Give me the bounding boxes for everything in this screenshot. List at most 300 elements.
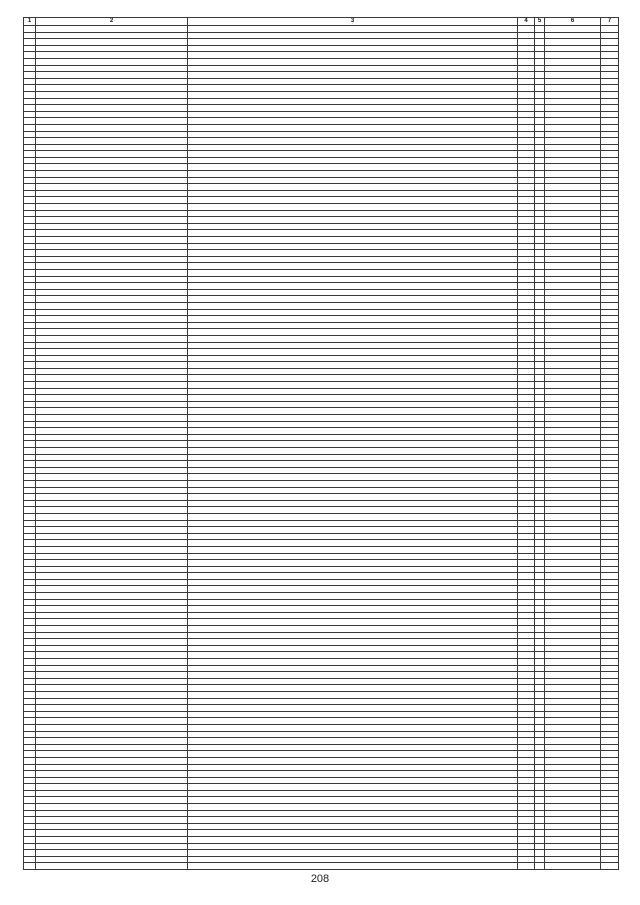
table-row: [24, 124, 619, 131]
column-7-cell: [601, 237, 619, 244]
table-row: [24, 560, 619, 567]
period-cell: [545, 599, 601, 606]
column-5-cell: [535, 513, 545, 520]
work-type-cell: [188, 744, 518, 751]
column-5-cell: [535, 738, 545, 745]
table-row: [24, 171, 619, 178]
year-built-cell: [518, 210, 535, 217]
column-5-cell: [535, 164, 545, 171]
column-header-7: 7: [601, 18, 619, 26]
period-cell: [545, 612, 601, 619]
table-row: [24, 375, 619, 382]
row-number: [24, 441, 36, 448]
address-cell: [36, 256, 188, 263]
period-cell: [545, 691, 601, 698]
address-cell: [36, 553, 188, 560]
row-number: [24, 204, 36, 211]
work-type-cell: [188, 316, 518, 323]
work-type-cell: [188, 804, 518, 811]
column-7-cell: [601, 177, 619, 184]
row-number: [24, 237, 36, 244]
period-cell: [545, 790, 601, 797]
period-cell: [545, 138, 601, 145]
year-built-cell: [518, 39, 535, 46]
column-5-cell: [535, 678, 545, 685]
period-cell: [545, 289, 601, 296]
column-7-cell: [601, 45, 619, 52]
table-row: [24, 718, 619, 725]
row-number: [24, 751, 36, 758]
column-7-cell: [601, 322, 619, 329]
table-row: [24, 593, 619, 600]
table-row: [24, 784, 619, 791]
period-cell: [545, 487, 601, 494]
column-5-cell: [535, 817, 545, 824]
column-7-cell: [601, 586, 619, 593]
table-row: [24, 342, 619, 349]
period-cell: [545, 237, 601, 244]
address-cell: [36, 322, 188, 329]
address-cell: [36, 111, 188, 118]
year-built-cell: [518, 177, 535, 184]
address-cell: [36, 98, 188, 105]
table-row: [24, 461, 619, 468]
table-row: [24, 78, 619, 85]
row-number: [24, 626, 36, 633]
column-7-cell: [601, 441, 619, 448]
column-5-cell: [535, 553, 545, 560]
column-7-cell: [601, 797, 619, 804]
column-5-cell: [535, 724, 545, 731]
period-cell: [545, 652, 601, 659]
address-cell: [36, 626, 188, 633]
address-cell: [36, 177, 188, 184]
column-5-cell: [535, 711, 545, 718]
column-7-cell: [601, 724, 619, 731]
row-number: [24, 632, 36, 639]
column-7-cell: [601, 401, 619, 408]
work-type-cell: [188, 764, 518, 771]
row-number: [24, 118, 36, 125]
period-cell: [545, 157, 601, 164]
column-7-cell: [601, 790, 619, 797]
column-5-cell: [535, 243, 545, 250]
year-built-cell: [518, 560, 535, 567]
row-number: [24, 823, 36, 830]
work-type-cell: [188, 461, 518, 468]
header-row: [24, 18, 619, 26]
column-5-cell: [535, 197, 545, 204]
period-cell: [545, 401, 601, 408]
row-number: [24, 217, 36, 224]
period-cell: [545, 105, 601, 112]
year-built-cell: [518, 171, 535, 178]
year-built-cell: [518, 302, 535, 309]
address-cell: [36, 349, 188, 356]
table-row: [24, 711, 619, 718]
year-built-cell: [518, 362, 535, 369]
row-number: [24, 830, 36, 837]
work-type-cell: [188, 230, 518, 237]
row-number: [24, 500, 36, 507]
work-type-cell: [188, 830, 518, 837]
table-row: [24, 533, 619, 540]
column-5-cell: [535, 342, 545, 349]
column-5-cell: [535, 91, 545, 98]
period-cell: [545, 632, 601, 639]
row-number: [24, 72, 36, 79]
address-cell: [36, 744, 188, 751]
year-built-cell: [518, 144, 535, 151]
column-7-cell: [601, 184, 619, 191]
column-7-cell: [601, 32, 619, 39]
column-7-cell: [601, 560, 619, 567]
row-number: [24, 421, 36, 428]
column-7-cell: [601, 388, 619, 395]
year-built-cell: [518, 223, 535, 230]
year-built-cell: [518, 467, 535, 474]
row-number: [24, 349, 36, 356]
period-cell: [545, 777, 601, 784]
year-built-cell: [518, 157, 535, 164]
work-type-cell: [188, 434, 518, 441]
address-cell: [36, 388, 188, 395]
period-cell: [545, 560, 601, 567]
address-cell: [36, 237, 188, 244]
table-row: [24, 388, 619, 395]
address-cell: [36, 26, 188, 33]
work-type-cell: [188, 329, 518, 336]
column-5-cell: [535, 118, 545, 125]
column-5-cell: [535, 32, 545, 39]
period-cell: [545, 546, 601, 553]
address-cell: [36, 685, 188, 692]
work-type-cell: [188, 157, 518, 164]
year-built-cell: [518, 599, 535, 606]
address-cell: [36, 184, 188, 191]
column-5-cell: [535, 461, 545, 468]
column-5-cell: [535, 230, 545, 237]
work-type-cell: [188, 546, 518, 553]
work-type-cell: [188, 342, 518, 349]
column-7-cell: [601, 837, 619, 844]
row-number: [24, 843, 36, 850]
year-built-cell: [518, 513, 535, 520]
column-5-cell: [535, 850, 545, 857]
year-built-cell: [518, 698, 535, 705]
address-cell: [36, 593, 188, 600]
column-7-cell: [601, 494, 619, 501]
column-header-3: 3: [188, 18, 518, 26]
column-5-cell: [535, 823, 545, 830]
table-row: [24, 302, 619, 309]
period-cell: [545, 513, 601, 520]
address-cell: [36, 105, 188, 112]
address-cell: [36, 217, 188, 224]
work-type-cell: [188, 856, 518, 863]
row-number: [24, 579, 36, 586]
address-cell: [36, 560, 188, 567]
column-5-cell: [535, 217, 545, 224]
year-built-cell: [518, 276, 535, 283]
column-7-cell: [601, 652, 619, 659]
column-5-cell: [535, 685, 545, 692]
address-cell: [36, 487, 188, 494]
period-cell: [545, 698, 601, 705]
row-number: [24, 738, 36, 745]
table-row: [24, 599, 619, 606]
column-5-cell: [535, 744, 545, 751]
period-cell: [545, 309, 601, 316]
year-built-cell: [518, 757, 535, 764]
table-row: [24, 480, 619, 487]
address-cell: [36, 665, 188, 672]
year-built-cell: [518, 256, 535, 263]
period-cell: [545, 223, 601, 230]
row-number: [24, 698, 36, 705]
year-built-cell: [518, 823, 535, 830]
year-built-cell: [518, 250, 535, 257]
column-7-cell: [601, 672, 619, 679]
column-5-cell: [535, 256, 545, 263]
column-7-cell: [601, 500, 619, 507]
column-5-cell: [535, 500, 545, 507]
column-5-cell: [535, 401, 545, 408]
address-cell: [36, 250, 188, 257]
address-cell: [36, 738, 188, 745]
column-7-cell: [601, 316, 619, 323]
column-7-cell: [601, 685, 619, 692]
year-built-cell: [518, 494, 535, 501]
table-row: [24, 573, 619, 580]
column-5-cell: [535, 434, 545, 441]
period-cell: [545, 197, 601, 204]
year-built-cell: [518, 612, 535, 619]
column-5-cell: [535, 830, 545, 837]
period-cell: [545, 408, 601, 415]
table-row: [24, 579, 619, 586]
work-type-cell: [188, 131, 518, 138]
work-type-cell: [188, 322, 518, 329]
work-type-cell: [188, 797, 518, 804]
year-built-cell: [518, 52, 535, 59]
row-number: [24, 157, 36, 164]
year-built-cell: [518, 395, 535, 402]
row-number: [24, 573, 36, 580]
address-cell: [36, 421, 188, 428]
address-cell: [36, 124, 188, 131]
column-7-cell: [601, 546, 619, 553]
table-row: [24, 382, 619, 389]
column-5-cell: [535, 210, 545, 217]
row-number: [24, 32, 36, 39]
year-built-cell: [518, 817, 535, 824]
address-cell: [36, 355, 188, 362]
column-5-cell: [535, 276, 545, 283]
work-type-cell: [188, 408, 518, 415]
period-cell: [545, 52, 601, 59]
column-7-cell: [601, 355, 619, 362]
address-cell: [36, 157, 188, 164]
row-number: [24, 639, 36, 646]
period-cell: [545, 296, 601, 303]
row-number: [24, 817, 36, 824]
address-cell: [36, 777, 188, 784]
address-cell: [36, 368, 188, 375]
work-type-cell: [188, 487, 518, 494]
row-number: [24, 513, 36, 520]
period-cell: [545, 480, 601, 487]
work-type-cell: [188, 52, 518, 59]
row-number: [24, 269, 36, 276]
column-7-cell: [601, 283, 619, 290]
row-number: [24, 184, 36, 191]
row-number: [24, 612, 36, 619]
column-7-cell: [601, 26, 619, 33]
row-number: [24, 718, 36, 725]
work-type-cell: [188, 863, 518, 870]
work-type-cell: [188, 566, 518, 573]
table-row: [24, 401, 619, 408]
column-5-cell: [535, 599, 545, 606]
year-built-cell: [518, 65, 535, 72]
year-built-cell: [518, 626, 535, 633]
column-7-cell: [601, 138, 619, 145]
column-5-cell: [535, 58, 545, 65]
table-row: [24, 177, 619, 184]
table-row: [24, 157, 619, 164]
table-row: [24, 724, 619, 731]
address-cell: [36, 797, 188, 804]
column-5-cell: [535, 784, 545, 791]
work-type-cell: [188, 368, 518, 375]
column-5-cell: [535, 560, 545, 567]
period-cell: [545, 91, 601, 98]
row-number: [24, 316, 36, 323]
address-cell: [36, 448, 188, 455]
table-row: [24, 98, 619, 105]
column-7-cell: [601, 764, 619, 771]
work-type-cell: [188, 223, 518, 230]
row-number: [24, 711, 36, 718]
period-cell: [545, 645, 601, 652]
work-type-cell: [188, 659, 518, 666]
table-row: [24, 804, 619, 811]
column-5-cell: [535, 138, 545, 145]
period-cell: [545, 705, 601, 712]
column-7-cell: [601, 91, 619, 98]
column-header-1: 1: [24, 18, 36, 26]
address-cell: [36, 428, 188, 435]
work-type-cell: [188, 494, 518, 501]
table-row: [24, 72, 619, 79]
period-cell: [545, 441, 601, 448]
table-row: [24, 223, 619, 230]
column-7-cell: [601, 698, 619, 705]
row-number: [24, 434, 36, 441]
address-cell: [36, 672, 188, 679]
address-cell: [36, 494, 188, 501]
row-number: [24, 138, 36, 145]
period-cell: [545, 837, 601, 844]
column-5-cell: [535, 757, 545, 764]
year-built-cell: [518, 837, 535, 844]
row-number: [24, 230, 36, 237]
column-7-cell: [601, 632, 619, 639]
period-cell: [545, 164, 601, 171]
column-5-cell: [535, 184, 545, 191]
period-cell: [545, 823, 601, 830]
year-built-cell: [518, 204, 535, 211]
year-built-cell: [518, 263, 535, 270]
column-5-cell: [535, 250, 545, 257]
row-number: [24, 197, 36, 204]
period-cell: [545, 830, 601, 837]
row-number: [24, 837, 36, 844]
column-7-cell: [601, 804, 619, 811]
year-built-cell: [518, 72, 535, 79]
column-5-cell: [535, 309, 545, 316]
year-built-cell: [518, 573, 535, 580]
column-7-cell: [601, 197, 619, 204]
work-type-cell: [188, 151, 518, 158]
column-5-cell: [535, 698, 545, 705]
year-built-cell: [518, 415, 535, 422]
period-cell: [545, 757, 601, 764]
row-number: [24, 678, 36, 685]
row-number: [24, 731, 36, 738]
table-row: [24, 322, 619, 329]
row-number: [24, 355, 36, 362]
column-7-cell: [601, 171, 619, 178]
row-number: [24, 804, 36, 811]
year-built-cell: [518, 672, 535, 679]
address-cell: [36, 718, 188, 725]
period-cell: [545, 111, 601, 118]
column-7-cell: [601, 751, 619, 758]
table-row: [24, 85, 619, 92]
table-row: [24, 164, 619, 171]
column-7-cell: [601, 415, 619, 422]
column-5-cell: [535, 302, 545, 309]
work-type-cell: [188, 520, 518, 527]
year-built-cell: [518, 804, 535, 811]
work-type-cell: [188, 85, 518, 92]
column-5-cell: [535, 316, 545, 323]
year-built-cell: [518, 243, 535, 250]
column-5-cell: [535, 349, 545, 356]
work-type-cell: [188, 724, 518, 731]
row-number: [24, 26, 36, 33]
column-5-cell: [535, 626, 545, 633]
column-5-cell: [535, 362, 545, 369]
column-7-cell: [601, 461, 619, 468]
column-header-2: 2: [36, 18, 188, 26]
column-7-cell: [601, 58, 619, 65]
year-built-cell: [518, 619, 535, 626]
address-cell: [36, 45, 188, 52]
column-5-cell: [535, 375, 545, 382]
work-type-cell: [188, 111, 518, 118]
table-row: [24, 26, 619, 33]
row-number: [24, 368, 36, 375]
row-number: [24, 58, 36, 65]
period-cell: [545, 243, 601, 250]
column-5-cell: [535, 171, 545, 178]
column-5-cell: [535, 408, 545, 415]
table-row: [24, 698, 619, 705]
period-cell: [545, 711, 601, 718]
